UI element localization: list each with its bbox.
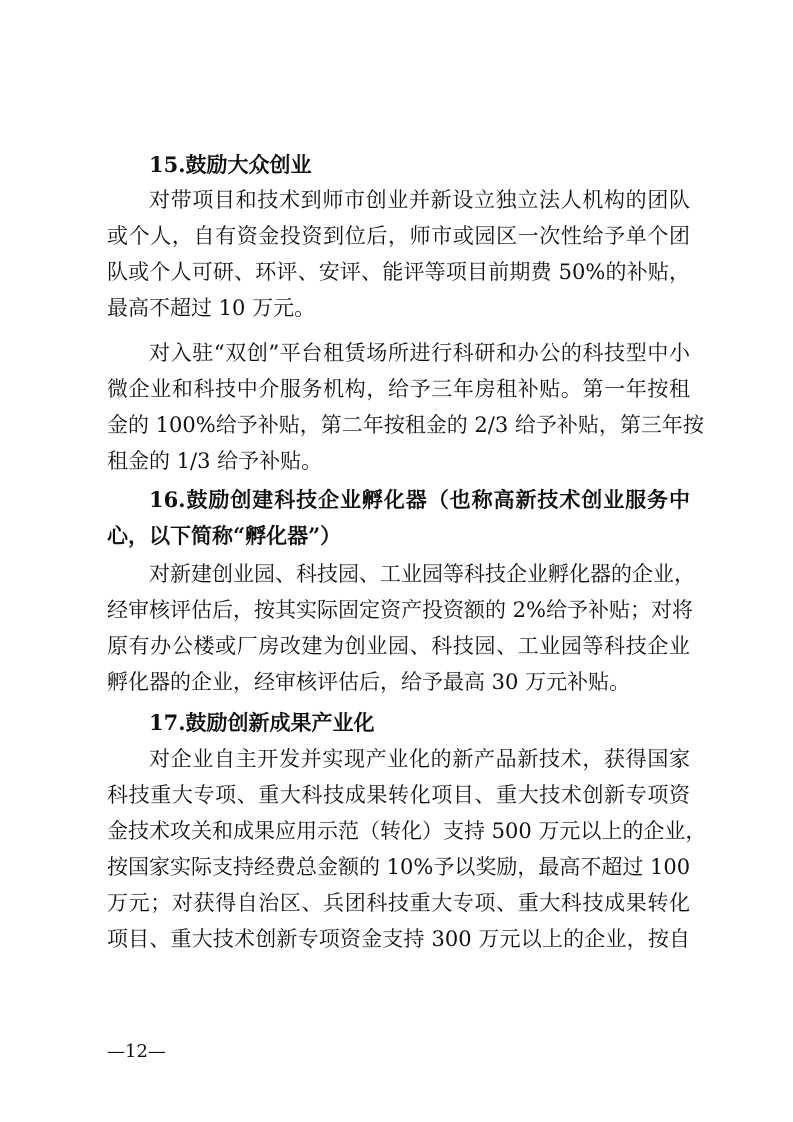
- paragraph-line: 对入驻“双创”平台租赁场所进行科研和办公的科技型中小: [149, 341, 690, 365]
- paragraph-line: 队或个人可研、环评、安评、能评等项目前期费 50%的补贴，: [107, 260, 690, 284]
- paragraph-line: 孵化器的企业，经审核评估后，给予最高 30 万元补贴。: [107, 670, 631, 694]
- paragraph-line: 科技重大专项、重大科技成果转化项目、重大技术创新专项资: [107, 783, 690, 807]
- paragraph-line: 对新建创业园、科技园、工业园等科技企业孵化器的企业，: [149, 562, 695, 586]
- paragraph-line: 微企业和科技中介服务机构，给予三年房租补贴。第一年按租: [107, 377, 690, 401]
- paragraph-line: 原有办公楼或厂房改建为创业园、科技园、工业园等科技企业: [107, 634, 690, 658]
- paragraph-line: 对带项目和技术到师市创业并新设立独立法人机构的团队: [149, 188, 690, 212]
- paragraph-line: 金的 100%给予补贴，第二年按租金的 2/3 给予补贴，第三年按: [107, 413, 704, 437]
- paragraph-line: 经审核评估后，按其实际固定资产投资额的 2%给予补贴；对将: [107, 598, 693, 622]
- section-15-heading: 15.鼓励大众创业: [149, 152, 312, 177]
- section-17-heading: 17.鼓励创新成果产业化: [149, 710, 375, 735]
- page-number: —12—: [107, 1041, 166, 1062]
- paragraph-line: 金技术攻关和成果应用示范（转化）支持 500 万元以上的企业，: [107, 819, 707, 843]
- paragraph-line: 项目、重大技术创新专项资金支持 300 万元以上的企业，按自: [107, 927, 690, 951]
- paragraph-line: 租金的 1/3 给予补贴。: [107, 449, 323, 473]
- section-16-heading: 心，以下简称“孵化器”）: [107, 523, 342, 548]
- paragraph-line: 对企业自主开发并实现产业化的新产品新技术，获得国家: [149, 747, 690, 771]
- paragraph-line: 或个人，自有资金投资到位后，师市或园区一次性给予单个团: [107, 224, 690, 248]
- paragraph-line: 按国家实际支持经费总金额的 10%予以奖励，最高不超过 100: [107, 855, 691, 879]
- section-16-heading: 16.鼓励创建科技企业孵化器（也称高新技术创业服务中: [149, 487, 690, 512]
- paragraph-line: 万元；对获得自治区、兵团科技重大专项、重大科技成果转化: [107, 891, 690, 915]
- paragraph-line: 最高不超过 10 万元。: [107, 296, 316, 320]
